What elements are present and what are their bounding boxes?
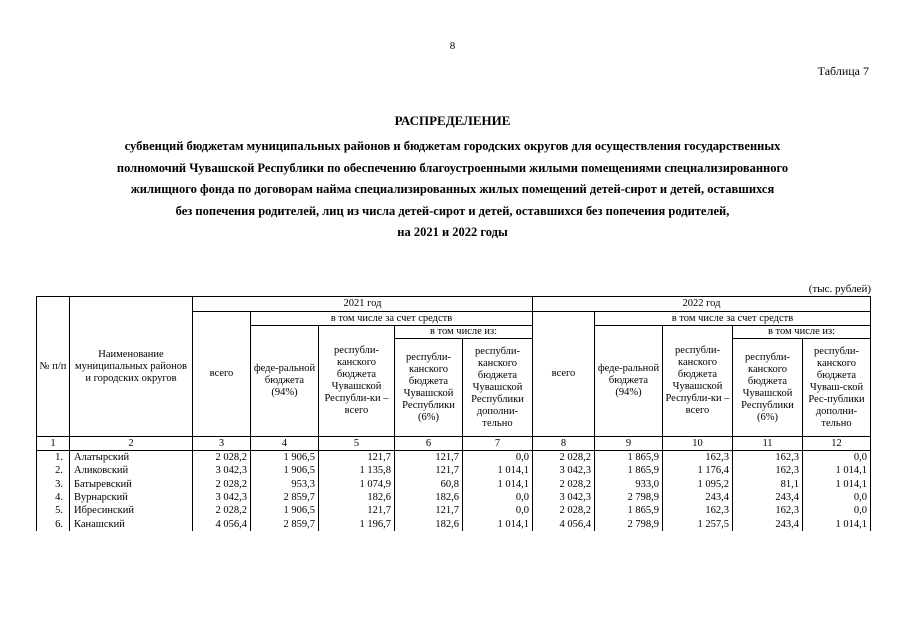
value-cell: 1 074,9 [319,478,395,491]
subtitle-line: субвенций бюджетам муниципальных районов и бюджетам городских округов для осуществления государственных [124,139,781,153]
district-name: Канашский [70,517,193,530]
district-name: Аликовский [70,464,193,477]
value-cell: 2 028,2 [193,478,251,491]
column-number: 6 [395,437,463,451]
header-republic-add-2021: республи-канского бюджета Чувашской Республики дополни-тельно [463,339,533,437]
value-cell: 162,3 [663,504,733,517]
header-incl-from-2022: в том числе из: [733,326,871,339]
value-cell: 1 014,1 [463,517,533,530]
column-number: 8 [533,437,595,451]
header-total-2022: всего [533,312,595,437]
value-cell: 4 056,4 [193,517,251,530]
value-cell: 1 014,1 [803,464,871,477]
value-cell: 1 176,4 [663,464,733,477]
header-federal-2022: феде-ральной бюджета (94%) [595,326,663,437]
value-cell: 1 865,9 [595,451,663,465]
value-cell: 121,7 [319,451,395,465]
header-name: Наименование муниципальных районов и городских округов [70,297,193,437]
value-cell: 1 865,9 [595,504,663,517]
value-cell: 121,7 [319,504,395,517]
value-cell: 162,3 [733,451,803,465]
table-label: Таблица 7 [817,64,869,78]
value-cell: 81,1 [733,478,803,491]
value-cell: 1 196,7 [319,517,395,530]
value-cell: 60,8 [395,478,463,491]
header-incl-sources-2021: в том числе за счет средств [251,312,533,326]
value-cell: 2 028,2 [193,504,251,517]
district-name: Ибресинский [70,504,193,517]
table-row [37,504,871,517]
value-cell: 121,7 [395,451,463,465]
column-number: 9 [595,437,663,451]
header-republic-6-2022: республи-канского бюджета Чувашской Республики (6%) [733,339,803,437]
value-cell: 1 014,1 [803,478,871,491]
value-cell: 2 028,2 [533,451,595,465]
value-cell: 2 028,2 [533,478,595,491]
subtitle-line: без попечения родителей, лиц из числа детей-сирот и детей, оставшихся без попечения родителей, [175,203,730,218]
value-cell: 2 798,9 [595,517,663,530]
header-republic-total-2021: республи-канского бюджета Чувашской Республи-ки – всего [319,326,395,437]
value-cell: 1 257,5 [663,517,733,530]
value-cell: 182,6 [395,517,463,530]
row-number: 4. [37,491,70,504]
value-cell: 182,6 [319,491,395,504]
value-cell: 1 906,5 [251,451,319,465]
header-federal-2021: феде-ральной бюджета (94%) [251,326,319,437]
value-cell: 0,0 [463,491,533,504]
document-title: РАСПРЕДЕЛЕНИЕ [394,113,511,128]
column-number: 10 [663,437,733,451]
value-cell: 243,4 [733,491,803,504]
row-number: 1. [37,451,70,465]
row-number: 2. [37,464,70,477]
value-cell: 162,3 [663,451,733,465]
table-row [37,517,871,530]
value-cell: 2 028,2 [193,451,251,465]
row-number: 3. [37,478,70,491]
value-cell: 3 042,3 [533,491,595,504]
value-cell: 0,0 [803,451,871,465]
header-year-2021: 2021 год [193,297,533,312]
value-cell: 1 135,8 [319,464,395,477]
subtitle-line: жилищного фонда по договорам найма специализированных жилых помещений детей-сирот и детей, оставшихся [130,182,775,196]
value-cell: 1 014,1 [803,517,871,530]
column-number: 12 [803,437,871,451]
distribution-table [36,296,871,531]
column-number: 1 [37,437,70,451]
value-cell: 162,3 [733,464,803,477]
value-cell: 0,0 [803,491,871,504]
value-cell: 3 042,3 [193,491,251,504]
value-cell: 2 798,9 [595,491,663,504]
value-cell: 1 865,9 [595,464,663,477]
column-number: 2 [70,437,193,451]
header-total-2021: всего [193,312,251,437]
table-row [37,478,871,491]
header-republic-add-2022: республи-канского бюджета Чуваш-ской Рес-публики дополни-тельно [803,339,871,437]
subtitle-line: на 2021 и 2022 годы [397,225,508,239]
header-incl-from-2021: в том числе из: [395,326,533,339]
table-row [37,464,871,477]
value-cell: 121,7 [395,464,463,477]
value-cell: 3 042,3 [533,464,595,477]
value-cell: 1 906,5 [251,464,319,477]
value-cell: 1 014,1 [463,478,533,491]
value-cell: 3 042,3 [193,464,251,477]
district-name: Батыревский [70,478,193,491]
table-row [37,491,871,504]
document-subtitle [0,136,905,244]
value-cell: 953,3 [251,478,319,491]
column-number: 3 [193,437,251,451]
table-body [37,451,871,531]
value-cell: 243,4 [733,517,803,530]
value-cell: 1 095,2 [663,478,733,491]
units-label: (тыс. рублей) [808,283,871,295]
value-cell: 2 028,2 [533,504,595,517]
header-year-2022: 2022 год [533,297,871,312]
header-republic-total-2022: республи-канского бюджета Чувашской Республи-ки – всего [663,326,733,437]
value-cell: 2 859,7 [251,517,319,530]
table-row [37,451,871,465]
value-cell: 1 906,5 [251,504,319,517]
value-cell: 162,3 [733,504,803,517]
page-number: 8 [449,40,456,52]
row-number: 6. [37,517,70,530]
value-cell: 0,0 [463,451,533,465]
value-cell: 182,6 [395,491,463,504]
value-cell: 0,0 [463,504,533,517]
column-number: 4 [251,437,319,451]
district-name: Вурнарский [70,491,193,504]
value-cell: 2 859,7 [251,491,319,504]
header-incl-sources-2022: в том числе за счет средств [595,312,871,326]
header-republic-6-2021: республи-канского бюджета Чувашской Республики (6%) [395,339,463,437]
value-cell: 243,4 [663,491,733,504]
subtitle-line: полномочий Чувашской Республики по обеспечению благоустроенными жилыми помещениями специализированного [116,160,789,175]
column-number: 7 [463,437,533,451]
value-cell: 4 056,4 [533,517,595,530]
header-num: № п/п [37,297,70,437]
row-number: 5. [37,504,70,517]
value-cell: 933,0 [595,478,663,491]
column-number: 11 [733,437,803,451]
district-name: Алатырский [70,451,193,465]
value-cell: 1 014,1 [463,464,533,477]
column-number: 5 [319,437,395,451]
value-cell: 0,0 [803,504,871,517]
value-cell: 121,7 [395,504,463,517]
